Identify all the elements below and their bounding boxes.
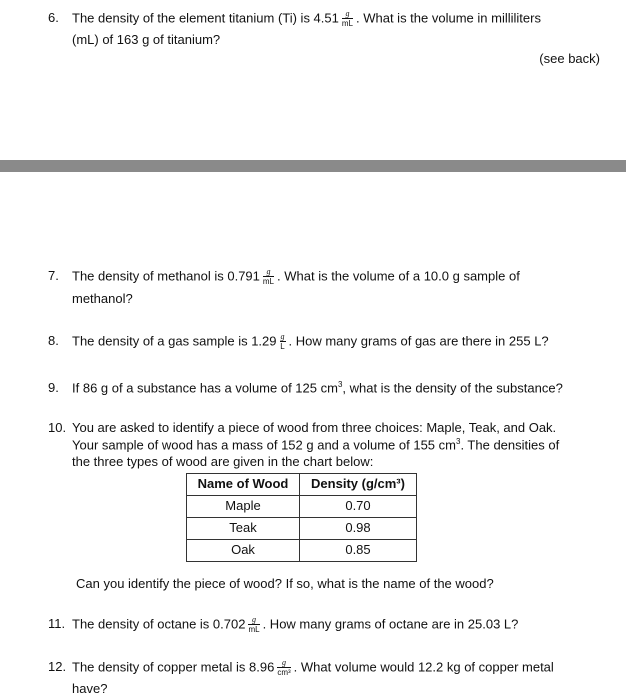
question-number: 7. <box>48 268 59 283</box>
table-header-row <box>187 474 417 496</box>
column-header-name: Name of Wood <box>187 474 300 496</box>
unit-fraction: $\frac{g}{\text{cm³}}$ <box>277 658 291 677</box>
question-text: You are asked to identify a piece of wood from three choices: Maple, Teak, and Oak. <box>72 420 557 435</box>
unit-fraction: $\frac{g}{L}$ <box>280 332 285 351</box>
question-text-line2: Your sample of wood has a mass of 152 g and a volume of 155 $cm^3$. The densities of <box>72 437 560 453</box>
table-row <box>187 540 417 562</box>
wood-density-cell: 0.98 <box>300 518 417 540</box>
question-number: 11. <box>48 616 66 631</box>
question-text: The density of a gas sample is 1.29 $\frac{g}{L}$ . How many grams of gas are there in 255 L? <box>72 332 549 351</box>
wood-density-cell: 0.85 <box>300 540 417 562</box>
wood-density-table <box>186 473 417 562</box>
unit-fraction: $\frac{g}{mL}$ <box>341 9 353 28</box>
question-text: If 86 g of a substance has a volume of 125 $cm^3$, what is the density of the substance? <box>72 380 563 396</box>
question-text-line3: the three types of wood are given in the chart below: <box>72 454 374 469</box>
table-row <box>187 518 417 540</box>
column-header-density: Density (g/cm³) <box>300 474 417 496</box>
question-number: 9. <box>48 380 59 395</box>
question-text-line2: methanol? <box>72 291 133 306</box>
unit-fraction: $\frac{g}{mL}$ <box>262 267 275 286</box>
question-text: The density of the element titanium (Ti) is 4.51 $\frac{g}{mL}$ . What is the volume in milliliters <box>72 9 541 28</box>
question-text-line2: (mL) of 163 g of titanium? <box>72 32 221 47</box>
unit-fraction: $\frac{g}{mL}$ <box>248 615 260 634</box>
table-row <box>187 496 417 518</box>
question-text-line2: have? <box>72 681 108 696</box>
wood-name-cell: Oak <box>187 540 300 562</box>
question-followup: Can you identify the piece of wood? If so, what is the name of the wood? <box>76 576 494 591</box>
wood-name-cell: Maple <box>187 496 300 518</box>
question-number: 10. <box>48 420 67 435</box>
question-text: The density of copper metal is 8.96 $\frac{g}{\text{cm³}}$ . What volume would 12.2 kg of copper metal <box>72 658 554 677</box>
question-text: The density of methanol is 0.791 $\frac{g}{mL}$ . What is the volume of a 10.0 g sample of <box>72 267 520 286</box>
page-divider <box>0 160 626 172</box>
see-back-note: (see back) <box>539 51 600 66</box>
question-number: 8. <box>48 333 59 348</box>
wood-name-cell: Teak <box>187 518 300 540</box>
question-number: 6. <box>48 10 59 25</box>
question-number: 12. <box>48 659 67 674</box>
question-text: The density of octane is 0.702 $\frac{g}{mL}$ . How many grams of octane are in 25.03 L? <box>72 615 519 634</box>
wood-density-cell: 0.70 <box>300 496 417 518</box>
